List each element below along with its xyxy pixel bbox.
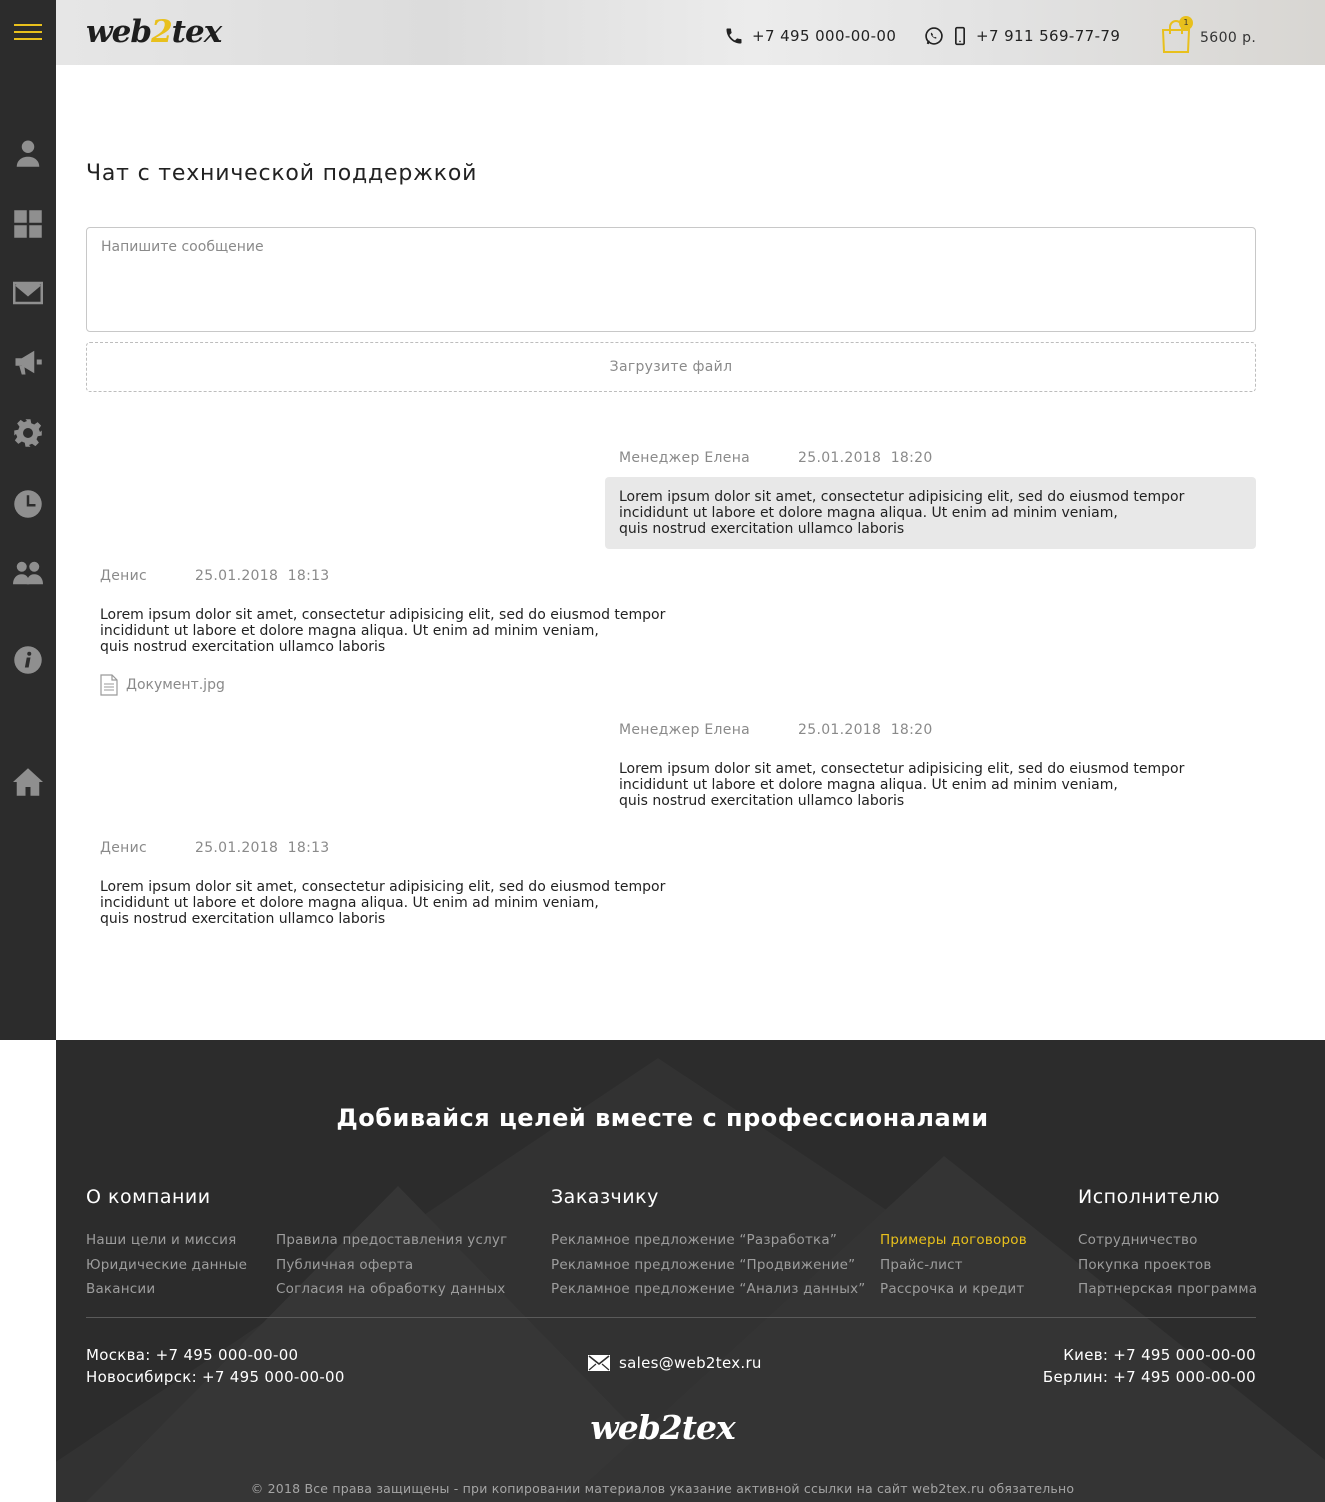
footer-link[interactable]: Рекламное предложение “Продвижение” [551,1256,856,1273]
message-author: Менеджер Елена [619,450,751,466]
chat-message [605,722,1256,821]
message-date: 25.01.2018 18:13 [195,568,330,584]
footer-link[interactable]: Рекламное предложение “Разработка” [551,1232,838,1248]
contact-phone[interactable]: Москва: +7 495 000-00-00 [86,1346,299,1364]
footer-slogan: Добивайся целей вместе с профессионалами [336,1104,989,1132]
message-author: Денис [100,840,147,856]
footer-link[interactable]: Публичная оферта [276,1256,414,1273]
footer-divider [86,1317,1256,1318]
mobile-icon [950,26,970,46]
footer-links-client-a [551,1228,865,1302]
footer-contacts-left [86,1344,345,1388]
mail-icon[interactable] [12,277,44,309]
chat-message [100,840,760,927]
footer-link[interactable]: Юридические данные [86,1256,248,1273]
contact-phone[interactable]: Берлин: +7 495 000-00-00 [1042,1368,1256,1386]
cart-icon[interactable] [1160,16,1194,52]
footer-link[interactable]: Вакансии [86,1281,156,1297]
phone-main-text: +7 495 000-00-00 [752,27,897,45]
megaphone-icon[interactable] [12,346,44,378]
footer-title-contractor: Исполнителю [1078,1186,1221,1208]
message-date: 25.01.2018 18:20 [798,722,933,738]
footer-title-company: О компании [86,1186,211,1208]
message-text: Lorem ipsum dolor sit amet, consectetur adipisicing elit, sed do eiusmod tempor incididunt ut labore et dolore magna aliqua. Ut enim ad minim veniam, quis nostrud exercitation ullamco laboris [100,607,666,655]
footer-link-active[interactable]: Примеры договоров [880,1232,1027,1248]
footer-link[interactable]: Покупка проектов [1078,1256,1212,1273]
whatsapp-icon [924,26,944,46]
footer-link[interactable]: Рекламное предложение “Анализ данных” [551,1281,866,1297]
message-text: Lorem ipsum dolor sit amet, consectetur adipisicing elit, sed do eiusmod tempor incididunt ut labore et dolore magna aliqua. Ut enim ad minim veniam, quis nostrud exercitation ullamco laboris [605,477,1256,549]
info-icon[interactable] [12,644,44,676]
users-icon[interactable] [12,557,44,589]
footer-links-client-b [880,1228,1027,1302]
footer-logo[interactable]: web2tex [590,1408,735,1447]
contact-phone[interactable]: Киев: +7 495 000-00-00 [1063,1346,1256,1364]
message-author: Денис [100,568,147,584]
dashboard-icon[interactable] [12,208,44,240]
page-title: Чат с технической поддержкой [86,161,478,186]
message-author: Менеджер Елена [619,722,751,738]
footer-contacts-right [1043,1344,1256,1388]
footer-links-company-b [276,1228,507,1302]
footer-link[interactable]: Прайс-лист [880,1256,963,1273]
message-date: 25.01.2018 18:13 [195,840,330,856]
mail-icon [588,1355,610,1371]
cart-badge: 1 [1179,16,1193,30]
footer-links-company-a [86,1228,247,1302]
document-icon [100,674,118,696]
email-text: sales@web2tex.ru [619,1354,762,1372]
clock-icon[interactable] [12,488,44,520]
cart-sum: 5600 р. [1200,30,1257,46]
sidebar [0,0,56,1040]
phone-mobile-text: +7 911 569-77-79 [976,27,1121,45]
attachment-name: Документ.jpg [126,677,225,693]
upload-file-button[interactable]: Загрузите файл [86,342,1256,392]
footer-link[interactable]: Сотрудничество [1078,1232,1198,1248]
footer-link[interactable]: Наши цели и миссия [86,1232,237,1248]
phone-icon [724,26,744,46]
user-icon[interactable] [12,137,44,169]
footer-copyright: © 2018 Все права защищены - при копировании материалов указание активной ссылки на сайт web2tex.ru обязательно [250,1481,1075,1496]
footer-links-contractor [1078,1228,1257,1302]
menu-icon[interactable] [14,22,42,42]
home-icon[interactable] [12,766,44,798]
chat-message [605,450,1256,549]
attachment-link[interactable] [100,674,760,696]
contact-phone[interactable]: Новосибирск: +7 495 000-00-00 [86,1368,345,1386]
logo[interactable]: web2tex [86,14,222,50]
phone-mobile[interactable] [924,26,1120,46]
gear-icon[interactable] [12,417,44,449]
message-date: 25.01.2018 18:20 [798,450,933,466]
footer-link[interactable]: Рассрочка и кредит [880,1281,1025,1297]
footer-link[interactable]: Согласия на обработку данных [276,1281,506,1297]
message-text: Lorem ipsum dolor sit amet, consectetur adipisicing elit, sed do eiusmod tempor incididunt ut labore et dolore magna aliqua. Ut enim ad minim veniam, quis nostrud exercitation ullamco laboris [619,761,1185,809]
footer-link[interactable]: Правила предоставления услуг [276,1232,508,1248]
header [56,0,1325,65]
message-input[interactable] [86,227,1256,332]
footer-title-client: Заказчику [551,1186,659,1208]
footer-link[interactable]: Партнерская программа [1078,1281,1258,1297]
chat-message [100,568,760,696]
message-text: Lorem ipsum dolor sit amet, consectetur adipisicing elit, sed do eiusmod tempor incididunt ut labore et dolore magna aliqua. Ut enim ad minim veniam, quis nostrud exercitation ullamco laboris [100,879,666,927]
phone-main[interactable] [724,26,896,46]
footer-email[interactable] [588,1354,762,1372]
